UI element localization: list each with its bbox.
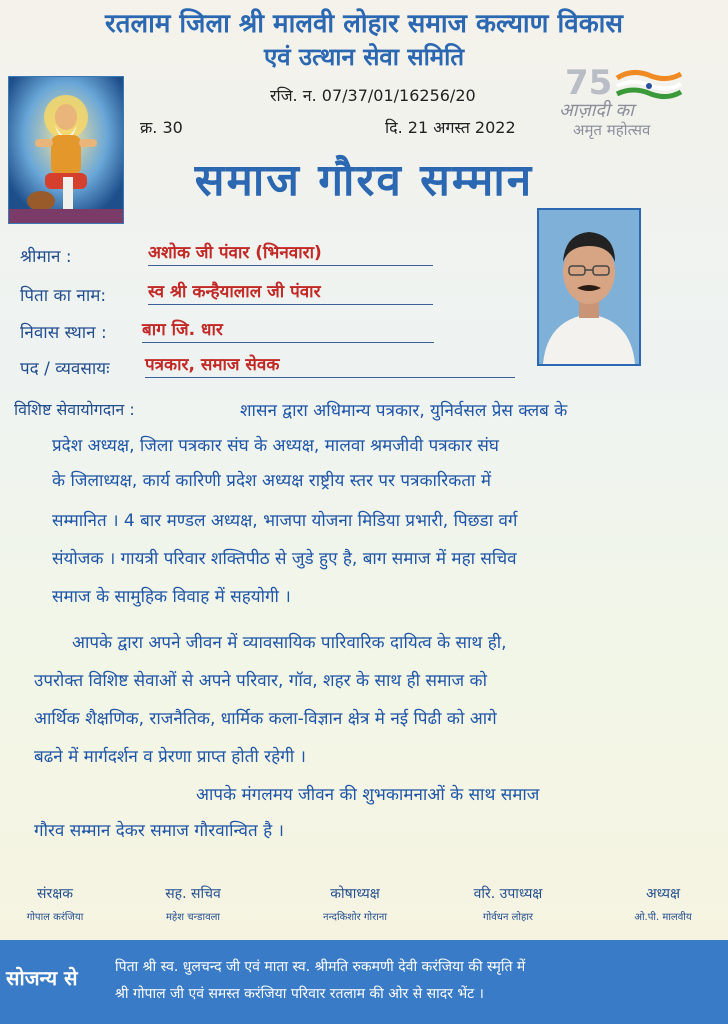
- father-name: स्व श्री कन्हैयालाल जी पंवार: [148, 279, 433, 305]
- signatory-role: वरि. उपाध्यक्ष: [473, 886, 543, 902]
- residence: बाग जि. धार: [142, 317, 434, 343]
- body-line: गौरव सम्मान देकर समाज गौरवान्वित है ।: [34, 821, 284, 841]
- organization-subtitle: एवं उत्थान सेवा समिति: [263, 43, 465, 71]
- certificate-date: दि. 21 अगस्त 2022: [385, 118, 516, 137]
- recipient-name: अशोक जी पंवार (भिनवारा): [148, 240, 433, 266]
- body-line: आपके मंगलमय जीवन की शुभकामनाओं के साथ समाज: [196, 785, 540, 805]
- signatory-role: अध्यक्ष: [645, 886, 681, 902]
- body-line: बढने में मार्गदर्शन व प्रेरणा प्राप्त होती रहेगी ।: [34, 747, 306, 767]
- services-line: के जिलाध्यक्ष, कार्य कारिणी प्रदेश अध्यक्ष राष्ट्रीय स्तर पर पत्रकारिकता में: [52, 471, 491, 491]
- field-label-shriman: श्रीमान :: [20, 247, 72, 267]
- courtesy-footer: [0, 940, 728, 1024]
- services-line: शासन द्वारा अधिमान्य पत्रकार, युनिर्वसल प्रेस क्लब के: [240, 401, 568, 421]
- field-label-father: पिता का नाम:: [20, 286, 107, 306]
- signatory: [290, 884, 420, 923]
- signatory-name: नन्दकिशोर गोराना: [323, 912, 387, 923]
- signatory: [0, 884, 120, 923]
- signatory: [443, 884, 573, 923]
- registration-number: रजि. न. 07/37/01/16256/20: [270, 86, 476, 105]
- services-line: सम्मानित । 4 बार मण्डल अध्यक्ष, भाजपा योजना मिडिया प्रभारी, पिछडा वर्ग: [52, 511, 518, 531]
- services-line: संयोजक । गायत्री परिवार शक्तिपीठ से जुडे हुए है, बाग समाज में महा सचिव: [52, 549, 517, 569]
- signatory-name: ओ.पी. मालवीय: [634, 912, 692, 923]
- services-line: प्रदेश अध्यक्ष, जिला पत्रकार संघ के अध्यक्ष, मालवा श्रमजीवी पत्रकार संघ: [52, 436, 499, 456]
- signatory-name: गोपाल करंजिया: [26, 912, 84, 923]
- emblem-text-2: अमृत महोत्सव: [573, 121, 651, 139]
- body-line: उपरोक्त विशिष्ट सेवाओं से अपने परिवार, गॉव, शहर के साथ ही समाज को: [34, 671, 487, 691]
- courtesy-line-1: पिता श्री स्व. धुलचन्द जी एवं माता स्व. श्रीमति रुकमणी देवी करंजिया की स्मृति में: [115, 959, 526, 975]
- signatory-role: संरक्षक: [37, 886, 73, 902]
- serial-number: क्र. 30: [140, 118, 183, 137]
- services-label: विशिष्ट सेवायोगदान :: [14, 400, 135, 419]
- signatory-role: कोषाध्यक्ष: [330, 886, 380, 902]
- field-label-occupation: पद / व्यवसायः: [20, 359, 110, 379]
- body-line: आर्थिक शैक्षणिक, राजनैतिक, धार्मिक कला-विज्ञान क्षेत्र मे नई पिढी को आगे: [34, 709, 497, 729]
- services-line: समाज के सामुहिक विवाह में सहयोगी ।: [52, 587, 291, 607]
- body-line: आपके द्वारा अपने जीवन में व्यावसायिक पारिवारिक दायित्व के साथ ही,: [72, 633, 507, 653]
- field-label-residence: निवास स्थान :: [20, 323, 107, 343]
- courtesy-line-2: श्री गोपाल जी एवं समस्त करंजिया परिवार रतलाम की ओर से सादर भेंट ।: [115, 986, 484, 1002]
- signatory-role: सह. सचिव: [165, 886, 221, 902]
- signatory-name: गोर्वधन लोहार: [482, 912, 534, 923]
- signatory: [128, 884, 258, 923]
- recipient-photo: [537, 208, 641, 366]
- signatory: [598, 884, 728, 923]
- svg-text:75: 75: [565, 63, 613, 100]
- emblem-text-1: आज़ादी का: [559, 100, 634, 121]
- courtesy-label: सोजन्य से: [6, 966, 78, 990]
- certificate-title: समाज गौरव सम्मान: [194, 155, 534, 206]
- signatory-name: महेश चन्डावला: [165, 912, 221, 923]
- azadi-amrit-mahotsav-logo: [555, 60, 695, 146]
- organization-name: रतलाम जिला श्री मालवी लोहार समाज कल्याण विकास: [105, 9, 623, 39]
- occupation: पत्रकार, समाज सेवक: [145, 352, 515, 378]
